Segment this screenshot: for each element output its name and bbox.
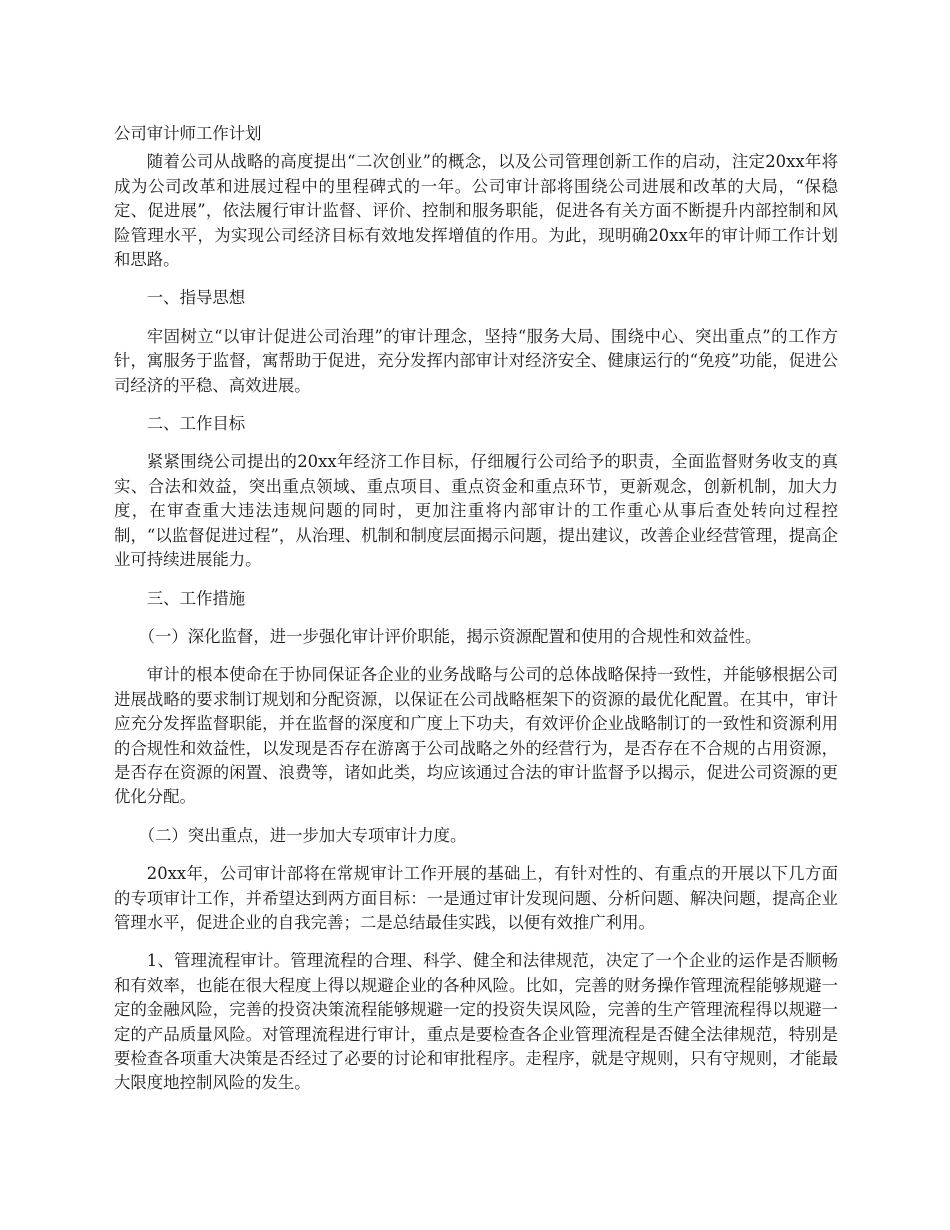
process-audit-paragraph: 1、管理流程审计。管理流程的合理、科学、健全和法律规范，决定了一个企业的运作是否顺畅和有效率，也能在很大程度上得以规避企业的各种风险。比如，完善的财务操作管理流程能够规避一定的金融风险，完善的投资决策流程能够规避一定的投资失误风险，完善的生产管理流程得以规避一定的产品质量风险。对管理流程进行审计，重点是要检查各企业管理流程是否健全法律规范，特别是要检查各项重大决策是否经过了必要的讨论和审批程序。走程序，就是守规则，只有守规则，才能最大限度地控制风险的发生。	[114, 951, 838, 1093]
section-heading-work-measures: 三、工作措施	[146, 588, 246, 608]
document-title: 公司审计师工作计划	[114, 124, 262, 143]
guiding-thought-paragraph: 牢固树立“以审计促进公司治理”的审计理念，坚持“服务大局、围绕中心、突出重点”的工作方针，寓服务于监督，寓帮助于促进，充分发挥内部审计对经济安全、健康运行的“免疫”功能，促进公司经济的平稳、高效进展。	[114, 326, 838, 395]
work-goals-paragraph: 紧紧围绕公司提出的20xx年经济工作目标，仔细履行公司给予的职责，全面监督财务收支的真实、合法和效益，突出重点领域、重点项目、重点资金和重点环节，更新观念，创新机制，加大力度，在审查重大违法违规问题的同时，更加注重将内部审计的工作重心从事后查处转向过程控制，“以监督促进过程”，从治理、机制和制度层面揭示问题，提出建议，改善企业经营管理，提高企业可持续进展能力。	[114, 452, 838, 570]
subsection-heading-special-audits: （二）突出重点，进一步加大专项审计力度。	[138, 825, 467, 845]
subsection-heading-deepen-supervision: （一）深化监督，进一步强化审计评价职能，揭示资源配置和使用的合规性和效益性。	[138, 626, 762, 646]
section-heading-work-goals: 二、工作目标	[146, 414, 246, 434]
audit-mission-paragraph: 审计的根本使命在于协同保证各企业的业务战略与公司的总体战略保持一致性，并能够根据公司进展战略的要求制订规划和分配资源，以保证在公司战略框架下的资源的最优化配置。在其中，审计应充分发挥监督职能，并在监督的深度和广度上下功夫，有效评价企业战略制订的一致性和资源利用的合规性和效益性，以发现是否存在游离于公司战略之外的经营行为，是否存在不合规的占用资源，是否存在资源的闲置、浪费等，诸如此类，均应该通过合法的审计监督予以揭示，促进公司资源的更优化分配。	[114, 665, 838, 807]
document-page	[114, 122, 838, 1110]
intro-paragraph: 随着公司从战略的高度提出“二次创业”的概念，以及公司管理创新工作的启动，注定20xx年将成为公司改革和进展过程中的里程碑式的一年。公司审计部将围绕公司进展和改革的大局，“保稳定、促进展”，依法履行审计监督、评价、控制和服务职能，促进各有关方面不断提升内部控制和风险管理水平，为实现公司经济目标有效地发挥增值的作用。为此，现明确20xx年的审计师工作计划和思路。	[114, 152, 838, 270]
special-audit-paragraph: 20xx年，公司审计部将在常规审计工作开展的基础上，有针对性的、有重点的开展以下几方面的专项审计工作，并希望达到两方面目标：一是通过审计发现问题、分析问题、解决问题，提高企业管理水平，促进企业的自我完善；二是总结最佳实践，以便有效推广利用。	[114, 864, 838, 932]
section-heading-guiding-thought: 一、指导思想	[146, 288, 246, 308]
